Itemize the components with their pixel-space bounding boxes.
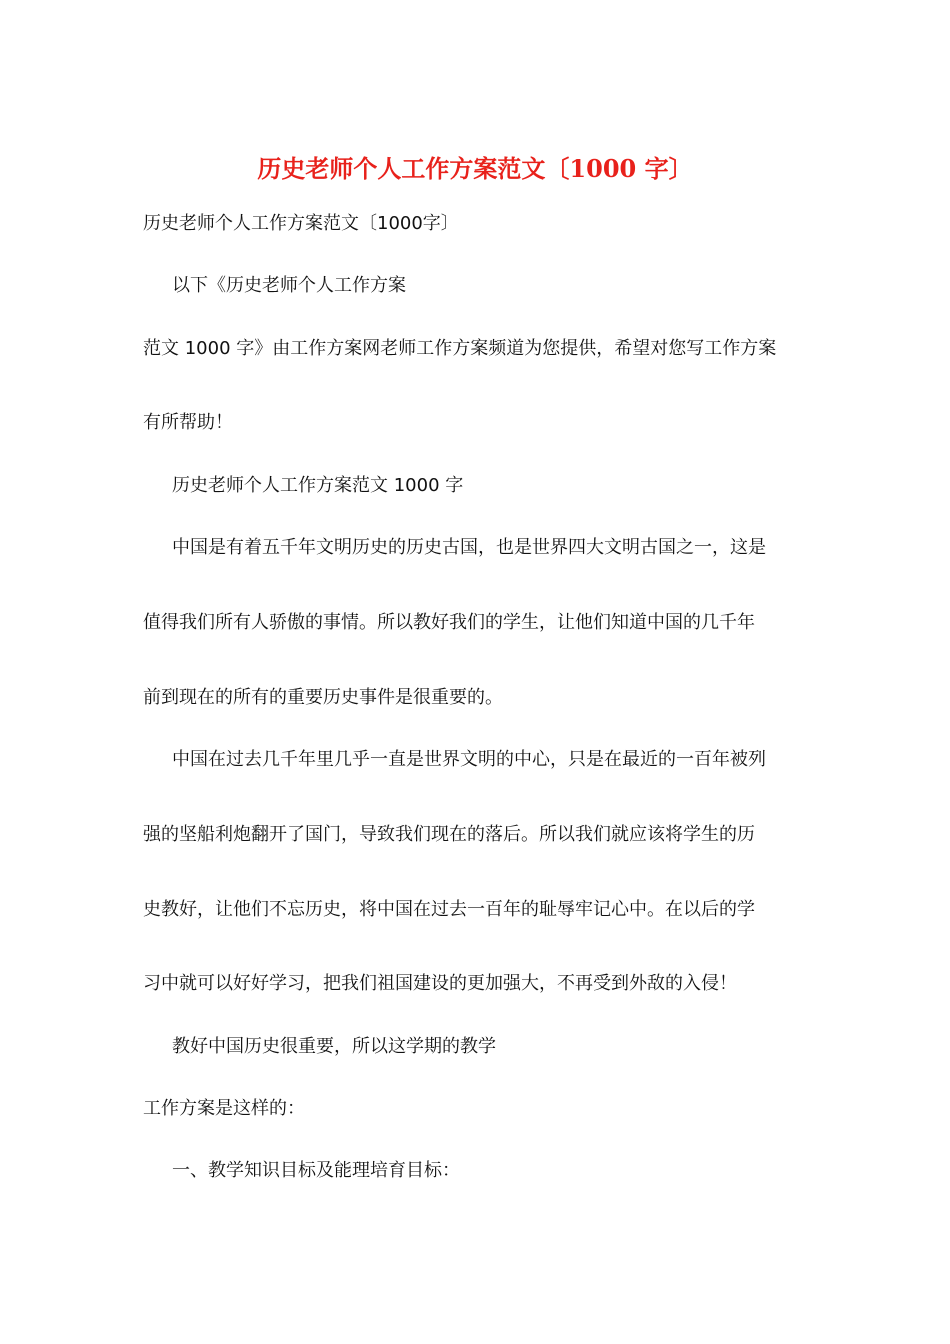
paragraph-line: 范文 1000 字》由工作方案网老师工作方案频道为您提供，希望对您写工作方案	[143, 338, 777, 359]
paragraph-line: 习中就可以好好学习，把我们祖国建设的更加强大，不再受到外敌的入侵！	[143, 973, 737, 994]
paragraph-line: 中国是有着五千年文明历史的历史古国，也是世界四大文明古国之一，这是	[172, 537, 766, 558]
paragraph-line: 史教好，让他们不忘历史，将中国在过去一百年的耻辱牢记心中。在以后的学	[143, 899, 755, 920]
paragraph-line: 值得我们所有人骄傲的事情。所以教好我们的学生，让他们知道中国的几千年	[143, 612, 755, 633]
paragraph-line: 工作方案是这样的：	[143, 1098, 305, 1119]
paragraph-line: 强的坚船利炮翻开了国门，导致我们现在的落后。所以我们就应该将学生的历	[143, 824, 755, 845]
section-heading: 一、教学知识目标及能理培育目标：	[172, 1160, 460, 1181]
paragraph-line: 历史老师个人工作方案范文 1000 字	[172, 475, 464, 496]
paragraph-line: 前到现在的所有的重要历史事件是很重要的。	[143, 687, 503, 708]
paragraph-line: 有所帮助！	[143, 412, 233, 433]
paragraph-line: 以下《历史老师个人工作方案	[172, 275, 406, 296]
subtitle-line: 历史老师个人工作方案范文〔1000字〕	[143, 213, 459, 234]
paragraph-line: 教好中国历史很重要，所以这学期的教学	[172, 1036, 496, 1057]
document-title: 历史老师个人工作方案范文〔1000 字〕	[257, 154, 693, 183]
paragraph-line: 中国在过去几千年里几乎一直是世界文明的中心，只是在最近的一百年被列	[172, 749, 766, 770]
